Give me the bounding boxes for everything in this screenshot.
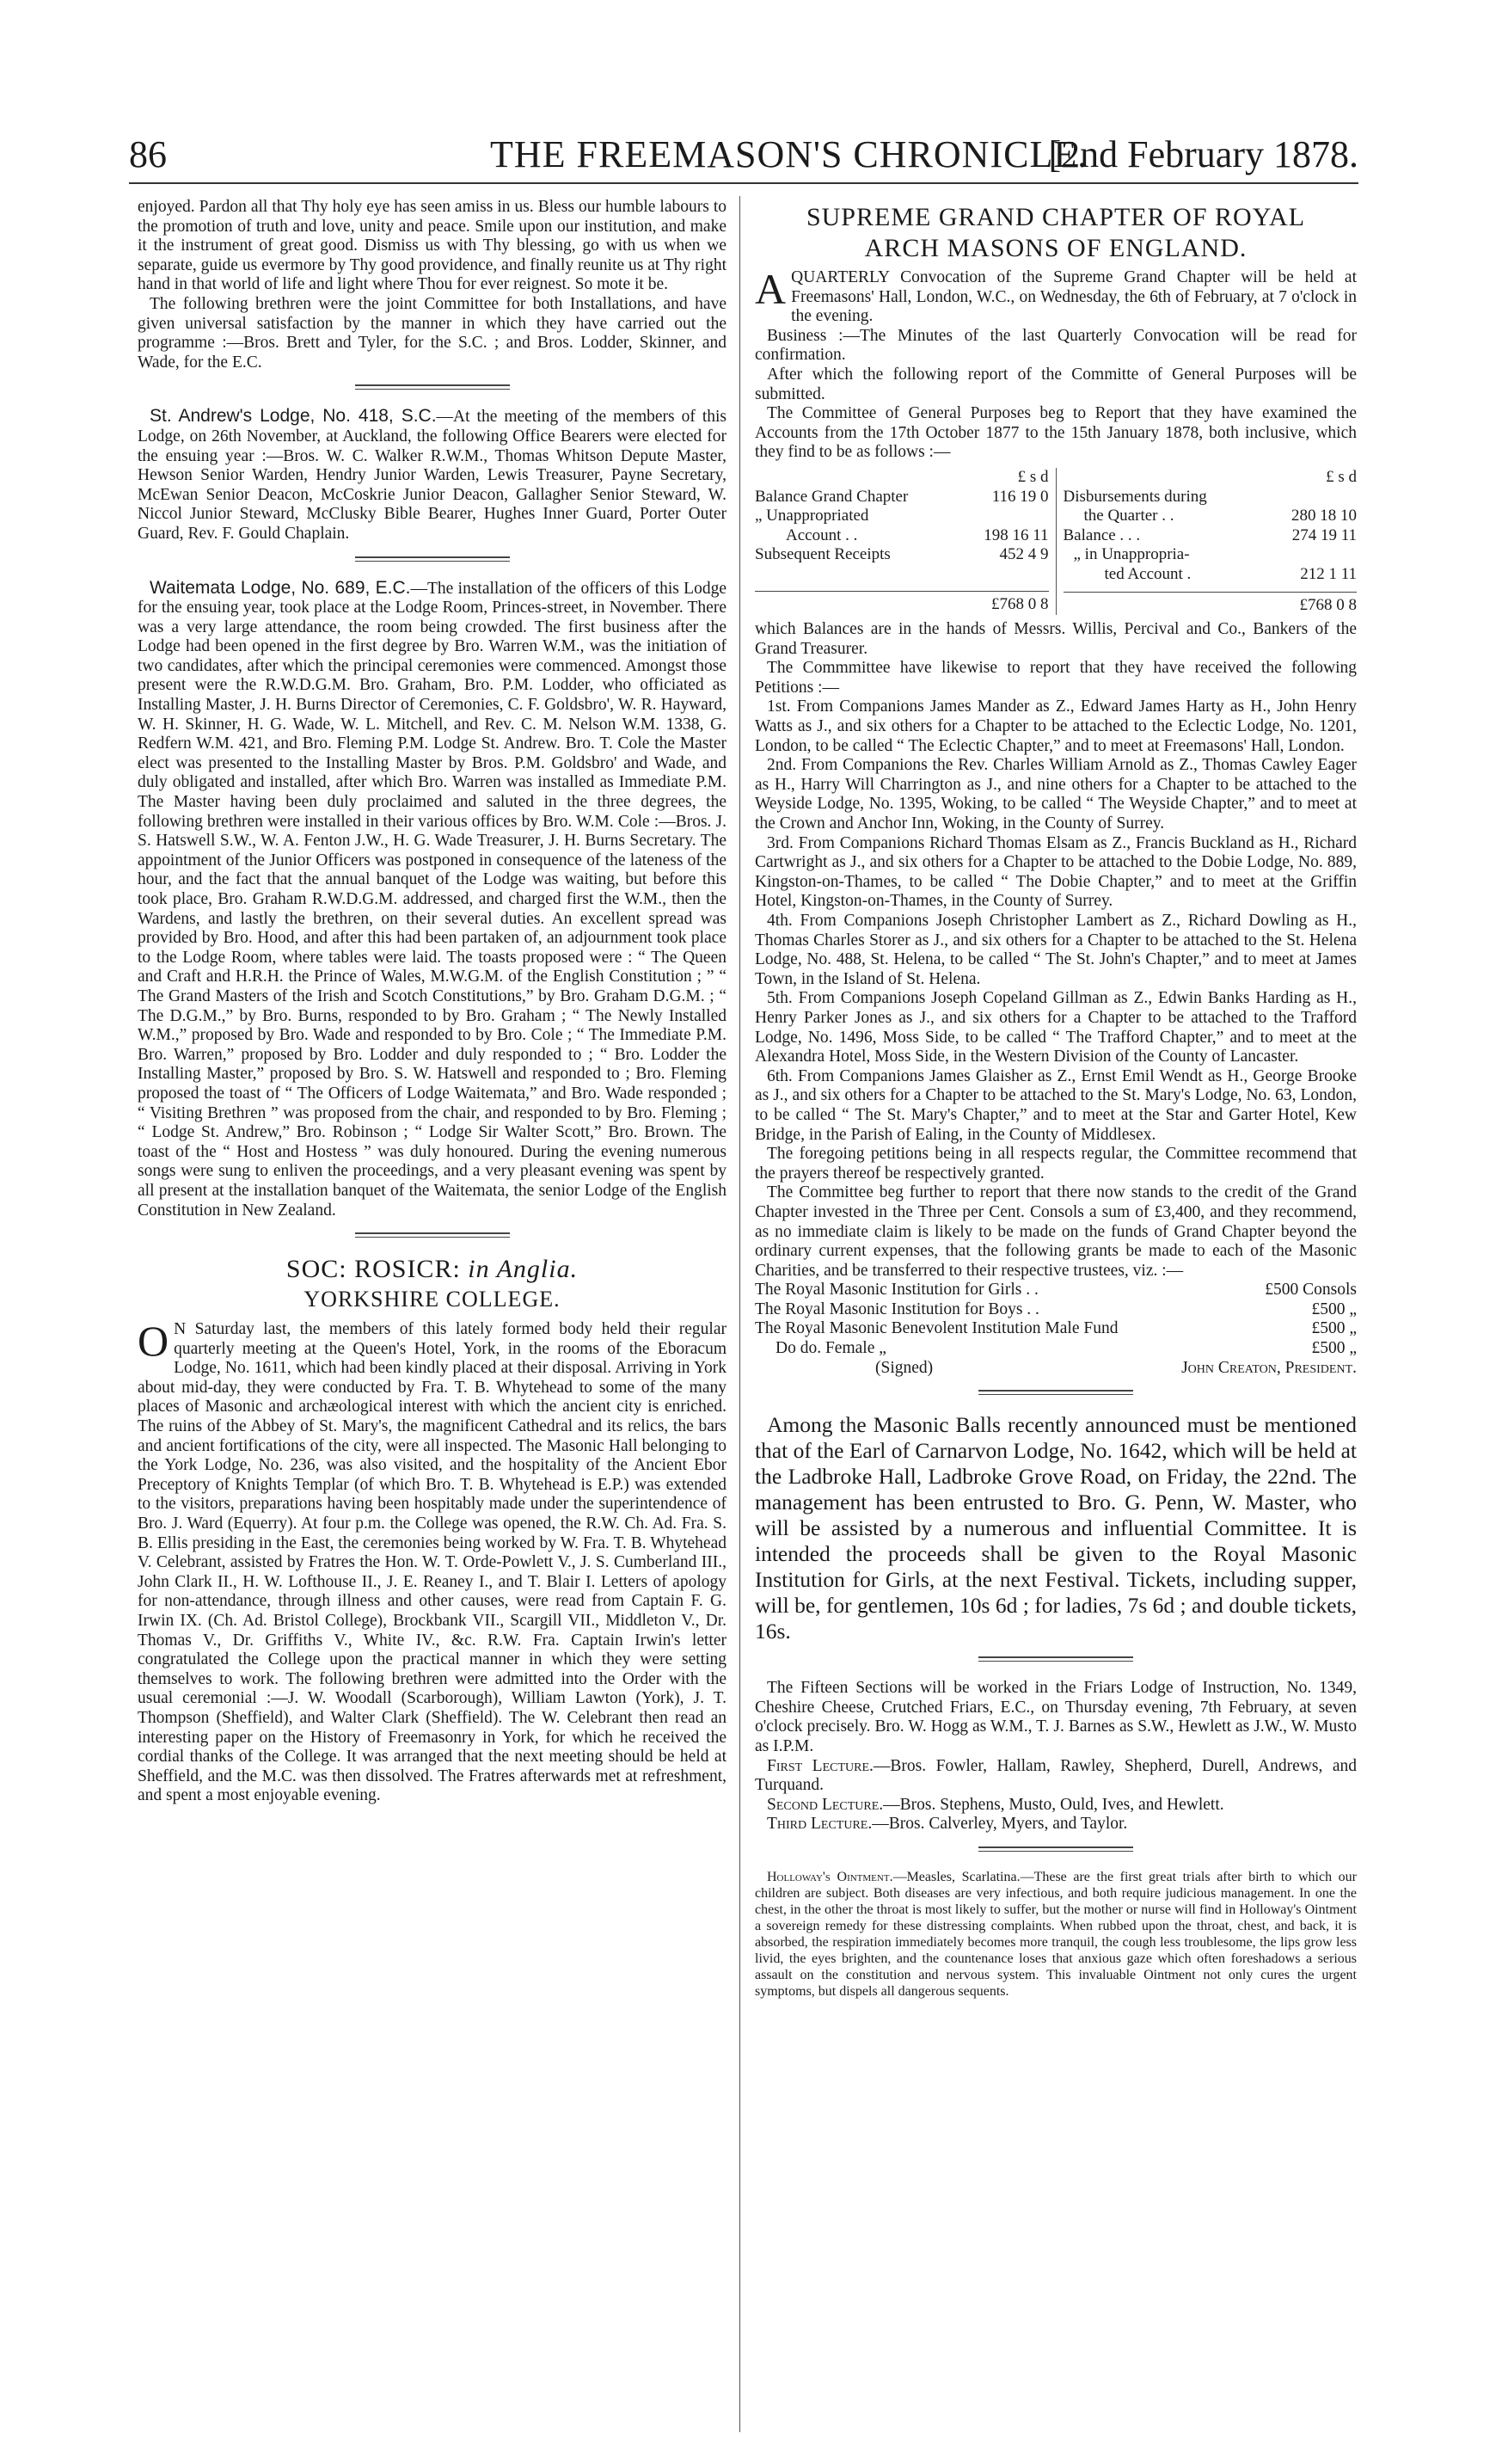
report-intro-paragraph: After which the following report of the Committe of General Purposes will be submitted.: [755, 365, 1357, 403]
column-divider: [739, 196, 740, 2432]
disbursements-side: [1064, 468, 1358, 615]
fifteen-sections-paragraph: The Fifteen Sections will be worked in the Friars Lodge of Instruction, No. 1349, Cheshire Cheese, Crutched Friars, E.C., on Thursday evening, 7th February, at seven o'clock precisely. Bro. W. Hogg as W.M., T. J. Barnes as S.W., Hewlett as J.W., W. Musto as I.P.M.: [755, 1679, 1357, 1756]
grand-chapter-heading-line2: ARCH MASONS OF ENGLAND.: [864, 234, 1248, 262]
petitions-intro: The Commmittee have likewise to report that they have received the following Petitions :—: [755, 659, 1357, 697]
page-number: 86: [129, 133, 167, 175]
signed-label: (Signed): [875, 1358, 934, 1377]
disbursements-total: £768 0 8: [1064, 592, 1358, 616]
petition-item: 3rd. From Companions Richard Thomas Elsam as Z., Francis Buckland as H., Richard Cartwright as J., and six others for a Chapter to be attached to the Dobie Lodge, No. 889, Kingston-on-Thames, to be called “ The Dobie Chapter,” and to meet at the Griffin Hotel, Kingston-on-Thames, in the County of Surrey.: [755, 833, 1357, 911]
signatory-name: John Creaton, President.: [1181, 1358, 1357, 1377]
account-row: Balance . . . 274 19 11: [1063, 525, 1357, 544]
masthead-title: THE FREEMASON'S CHRONICLE.: [490, 133, 1088, 175]
masonic-balls-paragraph: Among the Masonic Balls recently announced must be mentioned that of the Earl of Carnarvon Lodge, No. 1642, which will be held at the Ladbroke Hall, Ladbroke Grove Road, on Friday, the 22nd. The management has been entrusted to Bro. G. Penn, W. Master, who will be assisted by a numerous and influential Committee. It is intended the proceeds shall be given to the Royal Masonic Institution for Girls, at the next Festival. Tickets, including supper, will be, for gentlemen, 10s 6d ; for ladies, 7s 6d ; and double tickets, 16s.: [755, 1412, 1357, 1644]
lsd-header: £ s d: [1326, 467, 1357, 486]
grand-chapter-heading-line1: SUPREME GRAND CHAPTER OF ROYAL: [806, 203, 1306, 231]
accounts-intro-paragraph: The Committee of General Purposes beg to Report that they have examined the Accounts from the 17th October 1877 to the 15th January 1878, both inclusive, which they find to be as follows :—: [755, 404, 1357, 462]
second-lecture-line: Second Lecture.—Bros. Stephens, Musto, Ould, Ives, and Hewlett.: [767, 1795, 1224, 1814]
account-row: Disbursements during: [1063, 487, 1207, 506]
page-header: [129, 129, 1367, 181]
accounts-divider: [1056, 468, 1057, 615]
yorkshire-college-article: [138, 1317, 726, 1806]
account-row: the Quarter . . 280 18 10: [1083, 507, 1357, 525]
recommendation-paragraph: The foregoing petitions being in all respects regular, the Committee recommend that the prayers thereof be respectively granted.: [755, 1145, 1357, 1183]
petition-item: 4th. From Companions Joseph Christopher Lambert as Z., Richard Dowling as H., Thomas Charles Storer as J., and six others for a Chapter to be attached to the St. Helena Lodge, No. 488, St. Helena, to be called “ The St. John's Chapter,” and to meet at James Town, in the Island of St. Helena.: [755, 912, 1357, 988]
section-separator: [355, 1232, 510, 1238]
grant-row: The Royal Masonic Institution for Girls . . £500 Consols: [755, 1281, 1357, 1300]
account-row: Account . . 198 16 11: [786, 525, 1049, 544]
soc-rosicr-heading: SOC: ROSICR: in Anglia.: [285, 1255, 579, 1284]
st-andrews-heading: St. Andrew's Lodge, No. 418, S.C.: [150, 406, 437, 427]
left-column: [138, 198, 726, 1806]
st-andrews-body: —At the meeting of the members of this Lodge, on 26th November, at Auckland, the following Office Bearers were elected for the ensuing year :—Bros. W. C. Walker R.W.M., Thomas Whitson Depute Master, Hewson Senior Warden, Hendry Junior Warden, Lewis Treasurer, Payne Secretary, McEwan Senior Deacon, McCoskrie Junior Deacon, Gallagher Senior Steward, W. Niccol Junior Steward, McClusky Bible Bearer, Hughes Inner Guard, Porter Outer Guard, Rev. F. Gould Chaplain.: [138, 408, 726, 543]
grant-row: Do do. Female „ £500 „: [776, 1339, 1357, 1358]
prayer-paragraph: enjoyed. Pardon all that Thy holy eye has seen amiss in us. Bless our humble labours to the promotion of truth and love, unity and peace. Smile upon our institution, and make it the instrument of great good. Dismiss us with Thy blessing, go with us when we separate, guide us evermore by Thy good providence, and finally reunite us at Thy right hand in that world of life and light where Thou for ever reignest. So mote it be.: [138, 198, 726, 294]
account-row: Subsequent Receipts 452 4 9: [755, 545, 1049, 564]
yorkshire-college-subheading: YORKSHIRE COLLEGE.: [303, 1287, 561, 1312]
header-rule: [129, 182, 1358, 184]
accounts-table: [755, 468, 1357, 615]
signature-line: [755, 1359, 1357, 1379]
convocation-paragraph: A QUARTERLY Convocation of the Supreme Grand Chapter will be held at Freemasons' Hall, London, W.C., on Wednesday, the 6th of February, at 7 o'clock in the evening.: [755, 265, 1357, 326]
section-separator: [355, 556, 510, 562]
committee-paragraph: The following brethren were the joint Committee for both Installations, and have given universal satisfaction by the manner in which they have carried out the programme :—Bros. Brett and Tyler, for the S.C. ; and Bros. Lodder, Skinner, and Wade, for the E.C.: [138, 294, 726, 372]
account-row: „ in Unappropria-: [1073, 545, 1190, 564]
grant-row: The Royal Masonic Institution for Boys . . £500 „: [755, 1300, 1357, 1318]
account-row: ted Account . 212 1 11: [1104, 564, 1357, 583]
holloway-advertisement: Holloway's Ointment.—Measles, Scarlatina.—These are the first great trials after birth to which our children are subject. Both diseases are very infectious, and both require judicious management. In one the chest, in the other the throat is most likely to suffer, but the mother or nurse will find in Holloway's Ointment a sovereign remedy for these distressing complaints. When rubbed upon the throat, chest, and back, it is absorbed, the respiration immediately becomes more tranquil, the cough less troublesome, the lips grow less livid, the eyes brighten, and the countenance loses that anxious gaze which often foreshadows a serious assault on the constitution and nervous system. This invaluable Ointment not only cures the urgent symptoms, but dispels all dangerous sequents.: [755, 1870, 1358, 1999]
receipts-total: £768 0 8: [755, 591, 1049, 615]
waitemata-heading: Waitemata Lodge, No. 689, E.C.: [150, 577, 411, 598]
first-lecture-line: First Lecture.—Bros. Fowler, Hallam, Rawley, Shepherd, Durell, Andrews, and Turquand.: [755, 1756, 1357, 1795]
drop-cap: A: [755, 265, 787, 313]
drop-cap: O: [138, 1317, 169, 1366]
petition-item: 2nd. From Companions the Rev. Charles William Arnold as Z., Thomas Cawley Eager as H., Harry Will Charrington as J., and nine others for a Chapter to be attached to the Weyside Lodge, No. 1395, Woking, to be called “ The Weyside Chapter,” and to meet at the Crown and Anchor Inn, Woking, in the County of Surrey.: [755, 756, 1357, 833]
section-separator: [978, 1390, 1133, 1395]
grants-intro-paragraph: The Committee beg further to report that there now stands to the credit of the Grand Chapter invested in the Three per Cent. Consols a sum of £3,400, and they recommend, as no immediate claim is likely to be made on the funds of Grand Chapter beyond the ordinary current expenses, that the following grants be made to each of the Masonic Charities, and be transferred to their respective trustees, viz. :—: [755, 1183, 1357, 1280]
third-lecture-line: Third Lecture.—Bros. Calverley, Myers, and Taylor.: [767, 1815, 1128, 1834]
waitemata-article: [138, 579, 726, 1221]
section-separator: [978, 1656, 1133, 1662]
account-row: Balance Grand Chapter 116 19 0: [755, 487, 1049, 506]
waitemata-body: —The installation of the officers of this Lodge for the ensuing year, took place at the Lodge Room, Princes-street, in November. There was a very large attendance, the room being crowded. The first business after the Lodge had been opened in the first degree by Bro. Warren W.M., was the initiation of two candidates, after which the principal ceremonies were commenced. Amongst those present were the R.W.D.G.M. Bro. Graham, Bro. P.M. Lodder, who officiated as Installing Master, J. H. Burns Director of Ceremonies, C. F. Goldsbro', W. R. Hayward, W. H. Skinner, H. G. Wade, W. L. Mitchell, and Rev. C. M. Nelson W.M. 1338, G. Redfern W.M. 421, and Bro. Fleming P.M. Lodge St. Andrew. Bro. T. Cole the Master elect was presented to the Installing Master by Bros. P.M. Goldsbro' and Wade, and duly obligated and installed, after which Bro. Warren was installed as Immediate P.M. The Master having been duly proclaimed and saluted in the three degrees, the following brethren were installed in their various offices by Bro. W.M. Cole :—Bros. J. S. Hatswell S.W., W. A. Fenton J.W., H. G. Wade Treasurer, J. H. Burns Secretary. The appointment of the Junior Officers was postponed in consequence of the lateness of the hour, and the fact that the annual banquet of the Lodge was waiting, but before this took place, Bro. Graham R.W.D.G.M. addressed, and charged first the W.M., then the Wardens, and lastly the brethren, on their several duties. An excellent spread was provided by Bro. Hood, and after this had been partaken of, an adjournment took place to the Lodge Room, where tables were laid. The toasts proposed were : “ The Queen and Craft and H.R.H. the Prince of Wales, M.W.G.M. of the English Constitution ; ” “ The Grand Masters of the Irish and Scotch Constitutions,” by Bro. Graham D.G.M. ; “ The D.G.M.,” by Bro. Burns, responded to by Bro. Graham ; “ The Newly Installed W.M.,” proposed by Bro. Wade and responded to by Bro. Cole ; “ The Immediate P.M. Bro. Warren,” proposed by Bro. Lodder and duly responded to ; “ Bro. Lodder the Installing Master,” proposed by Bro. S. W. Hatswell and responded to ; Bro. Fleming proposed the toast of “ The Officers of Lodge Waitemata,” and Bro. Wade responded ; “ Visiting Brethren ” was proposed from the chair, and responded to by Bro. Fleming ; “ Lodge St. Andrew,” Bro. Robinson ; “ Lodge Sir Walter Scott,” Bro. Brown. The toast of the “ Host and Hostess ” was duly honoured. During the evening numerous songs were sung to enliven the proceedings, and a very pleasant evening was spent by all present at the installation banquet of the Waitemata, the senior Lodge of the English Constitution in New Zealand.: [138, 579, 727, 1220]
lsd-header: £ s d: [1017, 467, 1049, 486]
bankers-paragraph: which Balances are in the hands of Messrs. Willis, Percival and Co., Bankers of the Grand Treasurer.: [755, 620, 1357, 658]
section-separator: [978, 1846, 1133, 1852]
account-row: „ Unappropriated: [755, 507, 869, 525]
grant-row: The Royal Masonic Benevolent Institution Male Fund £500 „: [755, 1319, 1357, 1338]
receipts-side: [755, 468, 1049, 615]
petition-item: 5th. From Companions Joseph Copeland Gillman as Z., Edwin Banks Harding as H., Henry Parker Jones as J., and six others for a Chapter to be attached to the Trafford Lodge, No. 1496, Moss Side, to be called “ The Trafford Chapter,” and to meet at the Alexandra Hotel, Moss Side, in the Western Division of the County of Lancaster.: [755, 989, 1357, 1066]
st-andrews-article: [138, 407, 726, 544]
business-paragraph: Business :—The Minutes of the last Quarterly Convocation will be read for confirmation.: [755, 326, 1357, 365]
grants-list: [755, 1281, 1357, 1358]
issue-date: [2nd February 1878.: [1048, 133, 1358, 175]
petition-item: 6th. From Companions James Glaisher as Z., Ernst Emil Wendt as H., George Brooke as J., and six others for a Chapter to be attached to the St. Mary's Lodge, No. 63, London, to be called “ The St. Mary's Chapter,” and to meet at the Star and Garter Hotel, Kew Bridge, in the Parish of Ealing, in the County of Middlesex.: [755, 1066, 1357, 1144]
yorkshire-college-body: N Saturday last, the members of this lately formed body held their regular quarterly meeting at the Queen's Hotel, York, in the rooms of the Eboracum Lodge, No. 1611, which had been kindly placed at their disposal. Arriving in York about mid-day, they were conducted by Fra. T. B. Whytehead to some of the many places of Masonic and archæological interest with which the ancient city is enriched. The ruins of the Abbey of St. Mary's, the magnificent Cathedral and its relics, the bars and ancient fortifications of the city, were all inspected. The Masonic Hall belonging to the York Lodge, No. 236, was also visited, and the hospitality of the Ancient Ebor Preceptory of Knights Templar (of which Bro. T. B. Whytehead is E.P.) was extended to the visitors, preparations having been hospitably made under the superintendence of Bro. J. Ward (Equerry). At four p.m. the College was opened, the R.W. Ch. Ad. Fra. S. B. Ellis presiding in the East, the ceremonies being worked by W. Fra. T. B. Whytehead V. Celebrant, assisted by Fratres the Hon. W. T. Orde-Powlett V., J. S. Cumberland III., John Clark II., H. W. Lofthouse II., J. E. Reaney I., and T. Blair I. Letters of apology for non-attendance, through illness and other causes, were read from Captain F. G. Irwin IX. (Ch. Ad. Bristol College), Brockbank VII., Scargill VII., Middleton V., Dr. Thomas V., Dr. Griffiths V., White IV., &c. R.W. Fra. Captain Irwin's letter congratulated the College upon the practical manner in which they were setting themselves to work. The following brethren were admitted into the Order with the usual ceremonial :—J. W. Woodall (Scarborough), William Lawton (York), J. T. Thompson (Sheffield), and Walter Clark (Sheffield). The W. Celebrant then read an interesting paper on the History of Freemasonry in York, for which he received the cordial thanks of the College. It was arranged that the next meeting should be held at Sheffield, and the M.C. was then dissolved. The Fratres afterwards met at refreshment, and spent a most enjoyable evening.: [138, 1320, 726, 1805]
section-separator: [355, 384, 510, 390]
petition-item: 1st. From Companions James Mander as Z., Edward James Harty as H., John Henry Watts as J., and six others for a Chapter to be attached to the Eclectic Lodge, No. 1201, London, to be called “ The Eclectic Chapter,” and to meet at Freemasons' Hall, London.: [755, 697, 1357, 755]
right-column: [755, 198, 1357, 2000]
